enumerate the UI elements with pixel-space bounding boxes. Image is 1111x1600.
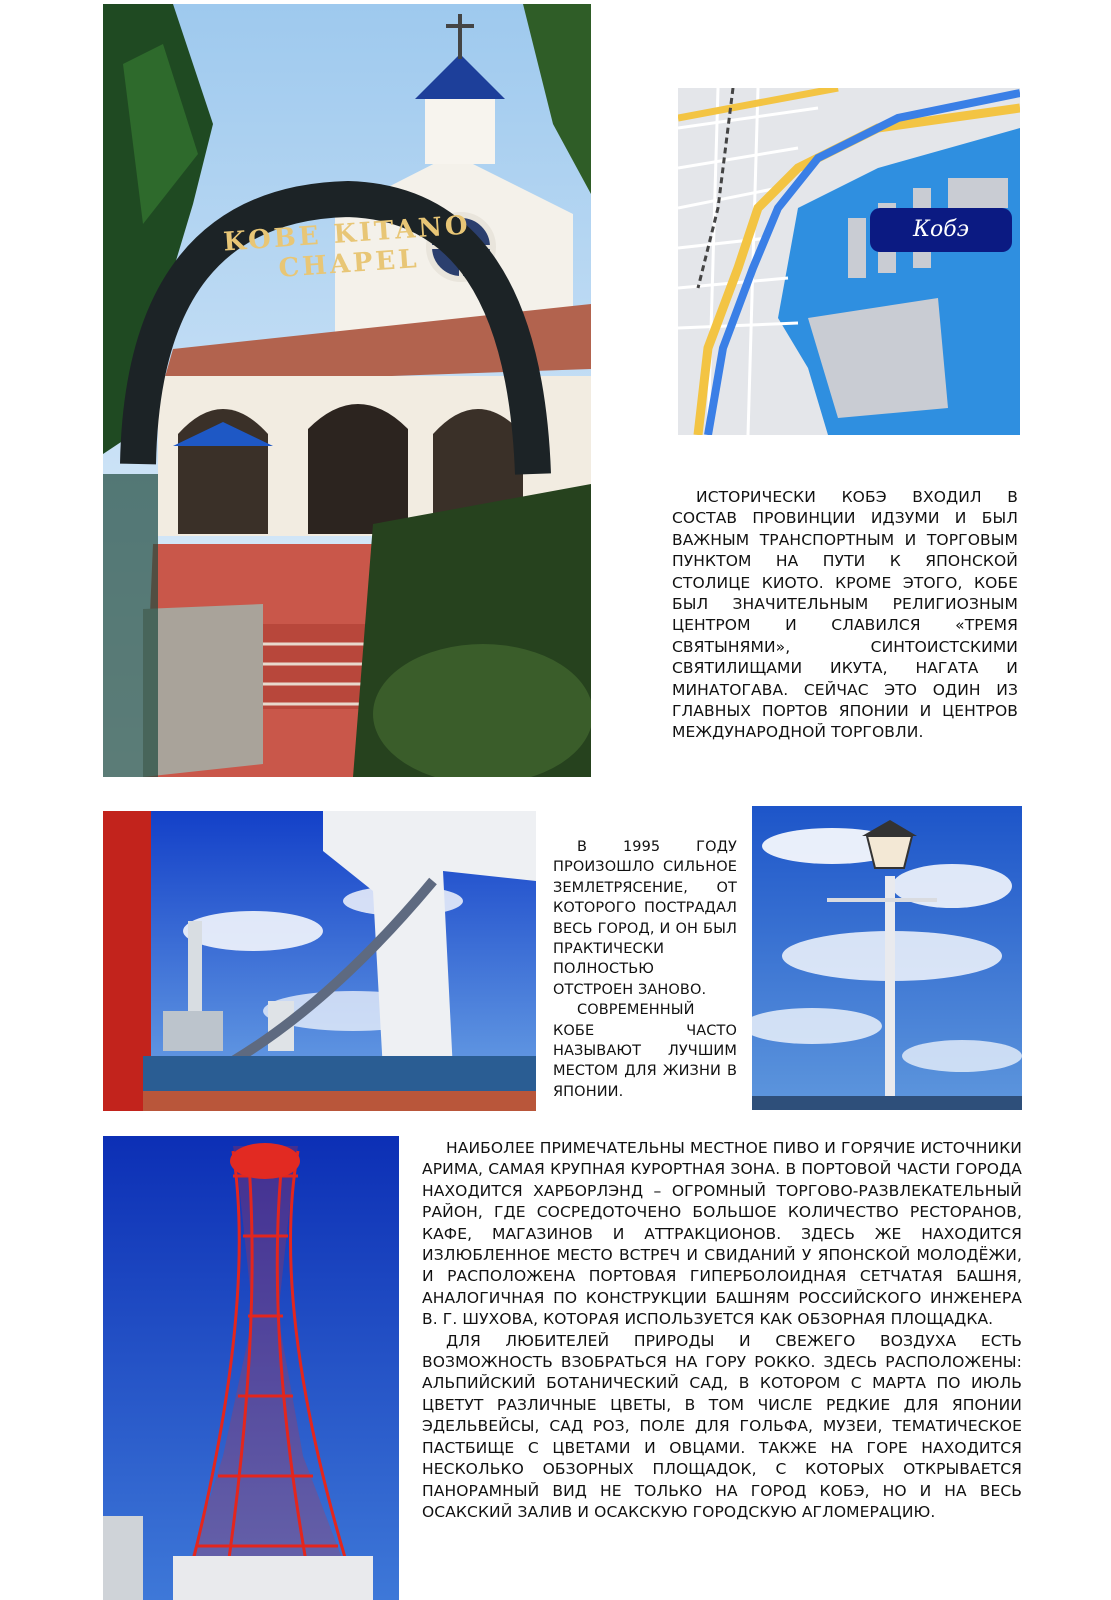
history-text: ИСТОРИЧЕСКИ КОБЭ ВХОДИЛ В СОСТАВ ПРОВИНЦИИ ИДЗУМИ И БЫЛ ВАЖНЫМ ТРАНСПОРТНЫМ И ТОРГОВЫМ ПУНКТОМ НА ПУТИ К ЯПОНСКОЙ СТОЛИЦЕ КИОТО. КРОМЕ ЭТОГО, КОБЕ БЫЛ ЗНАЧИТЕЛЬНЫМ РЕЛИГИОЗНЫМ ЦЕНТРОМ И СЛАВИЛСЯ «ТРЕМЯ СВЯТЫНЯМИ», СИНТОИСТСКИМИ СВЯТИЛИЩАМИ ИКУТА, НАГАТА И МИНАТОГАВА. СЕЙЧАС ЭТО ОДИН ИЗ ГЛАВНЫХ ПОРТОВ ЯПОНИИ И ЦЕНТРОВ МЕЖДУНАРОДНОЙ ТОРГОВЛИ. (672, 488, 1018, 742)
harborland-text: НАИБОЛЕЕ ПРИМЕЧАТЕЛЬНЫ МЕСТНОЕ ПИВО И ГОРЯЧИЕ ИСТОЧНИКИ АРИМА, САМАЯ КРУПНАЯ КУРОРТНАЯ ЗОНА. В ПОРТОВОЙ ЧАСТИ ГОРОДА НАХОДИТСЯ ХАРБОРЛЭНД – ОГРОМНЫЙ ТОРГОВО-РАЗВЛЕКАТЕЛЬНЫЙ РАЙОН, ГДЕ СОСРЕДОТОЧЕНО БОЛЬШОЕ КОЛИЧЕСТВО РЕСТОРАНОВ, КАФЕ, МАГАЗИНОВ И АТТРАКЦИОНОВ. ЗДЕСЬ ЖЕ НАХОДИТСЯ ИЗЛЮБЛЕННОЕ МЕСТО ВСТРЕЧ И СВИДАНИЙ У ЯПОНСКОЙ МОЛОДЁЖИ, И РАСПОЛОЖЕНА ПОРТОВАЯ ГИПЕРБОЛОИДНАЯ СЕТЧАТАЯ БАШНЯ, АНАЛОГИЧНАЯ ПО КОНСТРУКЦИИ БАШНЯМ РОССИЙСКОГО ИНЖЕНЕРА В. Г. ШУХОВА, КОТОРАЯ ИСПОЛЬЗУЕТСЯ КАК ОБЗОРНАЯ ПЛОЩАДКА. (422, 1139, 1022, 1329)
chapel-photo (103, 4, 591, 777)
modern-text: СОВРЕМЕННЫЙ КОБЕ ЧАСТО НАЗЫВАЮТ ЛУЧШИМ МЕСТОМ ДЛЯ ЖИЗНИ В ЯПОНИИ. (553, 1002, 737, 1100)
history-paragraph (672, 487, 1018, 744)
earthquake-column (553, 837, 737, 1102)
port-tower-photo (103, 1136, 399, 1600)
harbor-photo (103, 811, 536, 1111)
kobe-map (678, 88, 1020, 435)
earthquake-text: В 1995 ГОДУ ПРОИЗОШЛО СИЛЬНОЕ ЗЕМЛЕТРЯСЕНИЕ, ОТ КОТОРОГО ПОСТРАДАЛ ВЕСЬ ГОРОД, И ОН БЫЛ ПРАКТИЧЕСКИ ПОЛНОСТЬЮ ОТСТРОЕН ЗАНОВО. (553, 839, 737, 998)
bottom-text-column (422, 1138, 1022, 1523)
rokko-text: ДЛЯ ЛЮБИТЕЛЕЙ ПРИРОДЫ И СВЕЖЕГО ВОЗДУХА ЕСТЬ ВОЗМОЖНОСТЬ ВЗОБРАТЬСЯ НА ГОРУ РОККО. ЗДЕСЬ РАСПОЛОЖЕНЫ: АЛЬПИЙСКИЙ БОТАНИЧЕСКИЙ САД, В КОТОРОМ С МАРТА ПО ИЮЛЬ ЦВЕТУТ РАЗЛИЧНЫЕ ЦВЕТЫ, В ТОМ ЧИСЛЕ РЕДКИЕ ДЛЯ ЯПОНИИ ЭДЕЛЬВЕЙСЫ, САД РОЗ, ПОЛЕ ДЛЯ ГОЛЬФА, МУЗЕИ, ТЕМАТИЧЕСКОЕ ПАСТБИЩЕ С ЦВЕТАМИ И ОВЦАМИ. ТАКЖЕ НА ГОРЕ НАХОДИТСЯ НЕСКОЛЬКО ОБЗОРНЫХ ПЛОЩАДОК, С КОТОРЫХ ОТКРЫВАЕТСЯ ПАНОРАМНЫЙ ВИД НЕ ТОЛЬКО НА ГОРОД КОБЭ, НО И НА ВЕСЬ ОСАКСКИЙ ЗАЛИВ И ОСАКСКУЮ ГОРОДСКУЮ АГЛОМЕРАЦИЮ. (422, 1331, 1022, 1521)
chapel-arch-sign: KOBE KITANO CHAPEL (222, 210, 472, 284)
lamp-photo (752, 806, 1022, 1110)
map-city-label: Кобэ (870, 208, 1012, 252)
